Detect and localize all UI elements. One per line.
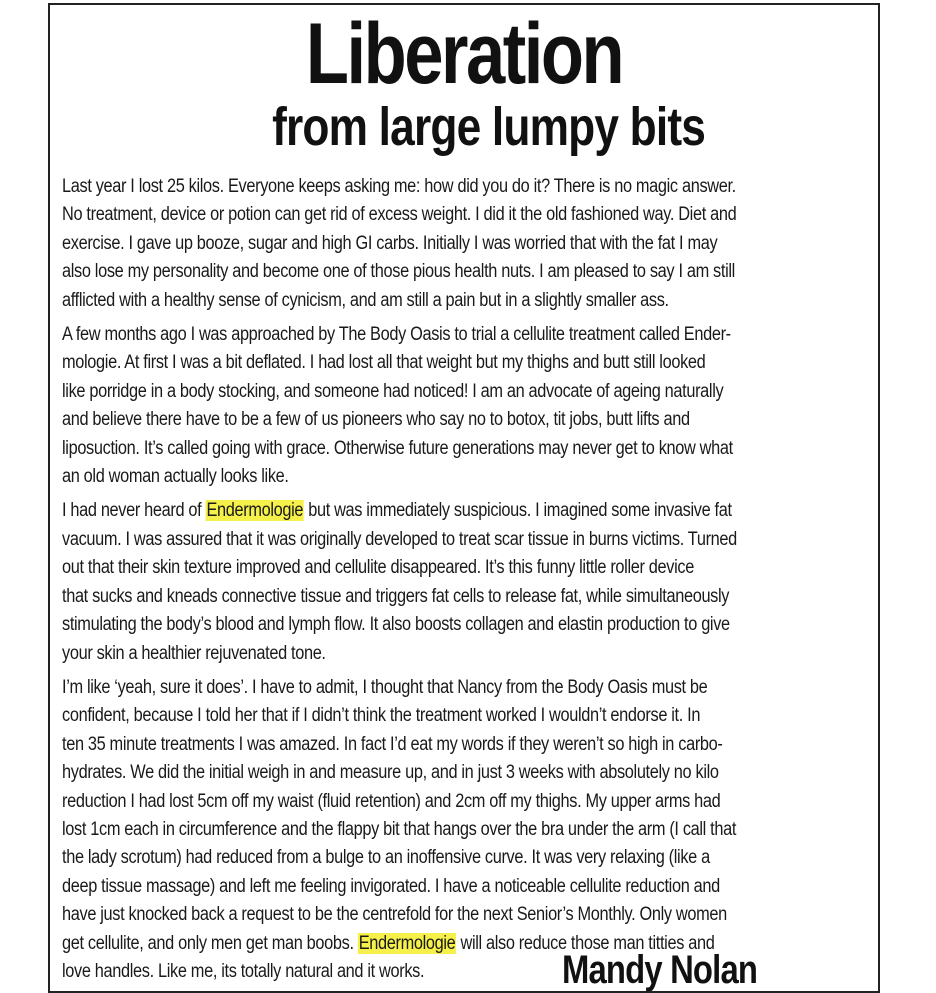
article-frame [48,3,880,993]
article-title: Liberation [305,6,623,102]
paragraph-3 [62,497,868,667]
text-line: afflicted with a healthy sense of cynicism, and am still a pain but in a slightly smaller ass. [62,289,669,311]
author-signature: Mandy Nolan [562,948,758,992]
text-segment: I had never heard of [62,500,206,522]
text-line: lost 1cm each in circumference and the flappy bit that hangs over the bra under the arm (I call that [62,818,737,840]
text-line: No treatment, device or potion can get rid of excess weight. I did it the old fashioned way. Diet and [62,204,737,226]
text-line: and believe there have to be a few of us pioneers who say no to botox, tit jobs, butt lifts and [62,409,690,431]
article-subtitle: from large lumpy bits [272,97,706,157]
text-line: vacuum. I was assured that it was originally developed to treat scar tissue in burns victims. Turned [62,528,737,550]
text-line: stimulating the body’s blood and lymph flow. It also boosts collagen and elastin production to give [62,614,730,636]
text-line: confident, because I told her that if I didn’t think the treatment worked I wouldn’t endorse it. In [62,705,701,727]
text-line: have just knocked back a request to be the centrefold for the next Senior’s Monthly. Only women [62,904,727,926]
text-segment: get cellulite, and only men get man boobs. [62,932,358,954]
text-segment: but was immediately suspicious. I imagined some invasive fat [304,500,732,522]
text-line: love handles. Like me, its totally natural and it works. [62,960,425,982]
text-line: I’m like ‘yeah, sure it does’. I have to admit, I thought that Nancy from the Body Oasis must be [62,676,708,698]
text-line: ten 35 minute treatments I was amazed. In fact I’d eat my words if they weren’t so high in carbo- [62,733,723,755]
highlighted-term: Endermologie [358,932,456,954]
text-line [62,497,755,525]
text-line: A few months ago I was approached by The Body Oasis to trial a cellulite treatment called Ender- [62,324,731,346]
text-line: out that their skin texture improved and cellulite disappeared. It’s this funny little roller device [62,557,694,579]
text-line: the lady scrotum) had reduced from a bulge to an inoffensive curve. It was very relaxing (like a [62,847,710,869]
text-line: that sucks and kneads connective tissue and triggers fat cells to release fat, while simultaneously [62,585,730,607]
article-header [50,6,878,171]
text-segment: will also reduce those man titties and [456,932,715,954]
text-line: reduction I had lost 5cm off my waist (fluid retention) and 2cm off my thighs. My upper arms had [62,790,721,812]
text-line: like porridge in a body stocking, and someone had noticed! I am an advocate of ageing naturally [62,380,724,402]
paragraph-1 [62,173,868,315]
text-line: hydrates. We did the initial weigh in and measure up, and in just 3 weeks with absolutely no kilo [62,762,719,784]
paragraph-4 [62,674,868,986]
text-line: Last year I lost 25 kilos. Everyone keeps asking me: how did you do it? There is no magic answer. [62,176,736,197]
paragraph-2 [62,321,868,491]
article-body [62,173,868,992]
text-line: liposuction. It’s called going with grace. Otherwise future generations may never get to know what [62,437,733,459]
highlighted-term: Endermologie [206,500,304,522]
text-line: mologie. At first I was a bit deflated. I had lost all that weight but my thighs and butt still looked [62,352,706,374]
text-line: an old woman actually looks like. [62,466,289,488]
text-line: your skin a healthier rejuvenated tone. [62,642,326,664]
text-line: exercise. I gave up booze, sugar and high GI carbs. Initially I was worried that with the fat I may [62,232,718,254]
text-line: deep tissue massage) and left me feeling invigorated. I have a noticeable cellulite reduction and [62,875,720,897]
text-line: also lose my personality and become one of those pious health nuts. I am pleased to say I am still [62,261,735,283]
